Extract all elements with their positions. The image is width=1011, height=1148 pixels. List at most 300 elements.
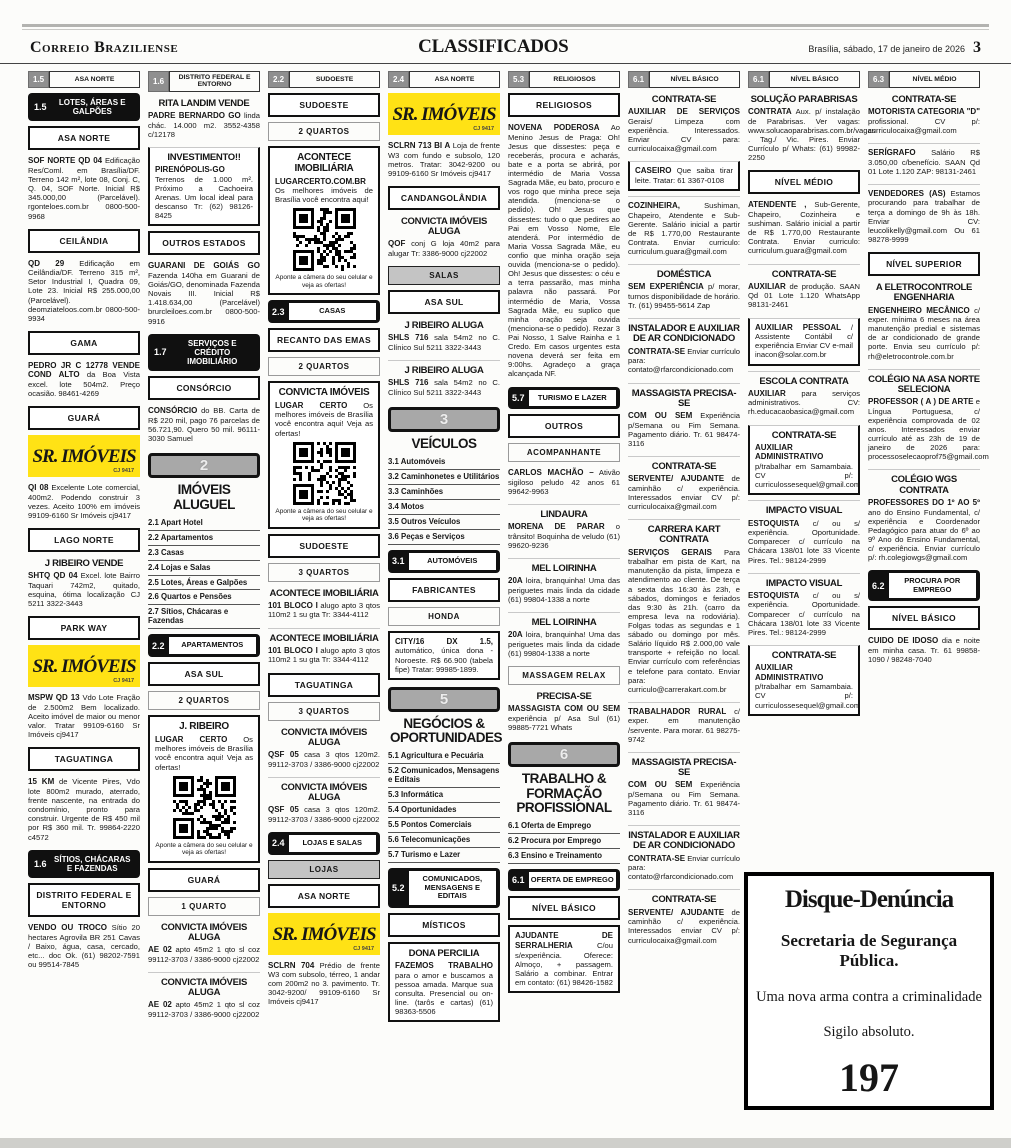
location-header: FABRICANTES [388,578,500,602]
ad-headline: INVESTIMENTO!! [167,152,241,163]
location-header: GAMA [28,331,140,355]
ad-headline: MASSAGISTA PRECISA-SE [631,756,737,778]
paper-title: Correio Braziliense [30,39,179,56]
ad-lead: AUXILIAR PESSOAL [755,322,841,332]
ad-lead: LUGAR CERTO [275,400,348,410]
ad-headline: J RIBEIRO ALUGA [404,320,484,332]
dateline: Brasília, sábado, 17 de janeiro de 2026 [808,44,965,54]
location-header: ASA NORTE [268,884,380,908]
ad-lead: 20A [508,576,523,586]
category-number: 5.2 [392,882,405,893]
tab-label: DISTRITO FEDERAL E ENTORNO [169,71,260,92]
section-index-item: 5.4 Oportunidades [388,803,500,818]
ad-headline: CONTRATA-SE [891,94,957,105]
ad-lead: LUGARCERTO.COM.BR [275,176,366,186]
classified-ad [628,825,740,884]
ad-lead: CITY/16 DX 1.5, [395,636,493,646]
ad-headline: SOLUÇÃO PARABRISAS [750,94,858,105]
section-index-item: 6.2 Procura por Emprego [508,834,620,849]
location-header: NÍVEL BÁSICO [868,606,980,630]
ad-lead: LUGAR CERTO [155,734,228,744]
column-7 [748,71,876,716]
category-label: LOJAS E SALAS [289,835,376,852]
ad-headline: J. RIBEIRO [179,720,229,732]
classified-ad [268,628,380,668]
category-number: 2.3 [272,306,285,317]
ad-text: SHLS 716 sala 54m2 no C. Clínico Sul 5211 3322-3443 [388,333,501,352]
section-index-item: 2.5 Lotes, Áreas e Galpões [148,576,260,591]
location-header: GUARÁ [148,868,260,892]
subcategory-header: 3 QUARTOS [268,702,380,721]
tab-label: RELIGIOSOS [529,71,620,88]
ad-text: ESTOQUISTA c/ ou s/ experiência. Oportunidade. Comparecer c/ currículo na Chácara 138/01 lote 33 Vicente Pires. Tel.: 98124-2999 [748,518,860,565]
classified-ad [748,500,860,567]
ad-text: SERVIÇOS GERAIS Para trabalhar em pista de Kart, na manutenção da pista, limpeza e atendimento ao cliente. De terça a sexta das 16:30 às 23h, e sábados, domingos e feriados das 9:30 às 21h. (carro da empresa leva na rodoviária). Folgas todas as segundas e 1 sábado ou domingo por mês. Salário líquido R$ 2.000,00 vale transporte + refeição no local. Enviar currículo com referências e telefone para contato. Enviar para: curriculo@carrerakart.com.br [628,547,740,694]
ad-headline: IMPACTO VISUAL [765,577,843,589]
category-bar [508,387,620,410]
section-index-item: 2.7 Sítios, Chácaras e Fazendas [148,605,260,629]
ad-text: SHLS 716 sala 54m2 no C. Clínico Sul 5211 3322-3443 [388,378,501,397]
ad-text: AUXILIAR ADMINISTRATIVO p/trabalhar em Samambaia. CV p/: curriculossesequel@gmail.com [755,442,861,490]
classified-ad [508,467,620,499]
ad-text: PEDRO JR C 12778 VENDE COND ALTO da Boa Vista excel. lote 504m2. Preço ocasião. 98461-4269 [28,360,140,399]
ad-lead: VENDEDORES (AS) [868,188,946,198]
location-header: NÍVEL BÁSICO [508,896,620,920]
ad-text: MORENA DE PARAR o trânsito! Boquinha de veludo (61) 99620-9236 [508,522,620,550]
ad-headline: CONVICTA IMÓVEIS [278,386,370,398]
ad-text: AE 02 apto 45m2 1 qto sl coz 99112-3703 / 3386-9000 cj22002 [148,1000,261,1019]
category-label: APARTAMENTOS [169,637,256,654]
location-header: NÍVEL SUPERIOR [868,252,980,276]
category-label: TURISMO E LAZER [529,390,616,407]
ad-lead: SHLS 716 [388,378,429,388]
classified-ad [628,318,740,377]
section-header [508,740,620,864]
category-label: SÍTIOS, CHÁCARAS E FAZENDAS [54,854,131,873]
classified-ad [628,196,740,259]
ad-headline: CONVICTA IMÓVEIS ALUGA [161,921,247,943]
classified-ad [28,692,140,742]
subcategory-header-gray: LOJAS [268,860,380,879]
section-index-item: 5.2 Comunicados, Mensagens e Editais [388,764,500,788]
category-bar [388,550,500,573]
section-number: 3 [388,407,500,432]
qr-code [293,208,356,271]
classified-ad [748,264,860,313]
ad-text: TRABALHADOR RURAL c/ exper. em manutenção /servente. Para morar. 61 98275-9742 [628,706,740,744]
classified-ad [508,690,620,735]
section-index-item: 6.1 Oferta de Emprego [508,819,620,834]
category-bar [508,869,620,892]
ad-lead: AE 02 [148,1000,172,1010]
ad-lead: MOTORISTA CATEGORIA "D" [868,107,980,117]
category-number: 1.6 [34,858,47,869]
section-index [388,749,500,863]
ad-text: QSF 05 casa 3 qtos 120m2. 99112-3703 / 3386-9000 cj22002 [268,805,380,824]
ad-headline: CONVICTA IMÓVEIS ALUGA [281,726,367,748]
ad-lead: COZINHEIRA, [628,200,680,210]
section-number: 2 [148,453,260,478]
ad-lead: AUXILIAR [748,281,786,291]
subcategory-header-gray: SALAS [388,266,500,285]
ad-lead: PIRENÓPOLIS-GO [155,165,225,175]
ad-headline: CONTRATA-SE [771,649,837,661]
location-header: NÍVEL MÉDIO [748,170,860,194]
classified-ad [148,260,260,328]
qr-code [293,442,356,505]
ad-text: PROFESSOR ( A ) DE ARTE e Língua Portuguesa, c/ experiência comprovada de 02 anos. Interessados enviar currículo até as 23h de 19 de janeiro de 2026 para: processoselecaoprof75@gmail.com [868,397,989,462]
qr-classified-ad [148,715,260,863]
classified-ad [508,504,620,553]
category-label: AUTOMÓVEIS [409,553,496,570]
category-tab [28,71,140,88]
classified-ad [628,383,740,451]
bottom-scan-edge [0,1138,1011,1148]
ad-lead: SHLS 716 [388,333,429,343]
ad-lead: AUXILIAR [748,388,786,398]
ad-text: 20A loira, branquinha! Uma das periguetes mais linda da cidade (61) 99804-1338 a norte [508,630,620,659]
ad-headline: CONTRATA-SE [771,429,837,441]
classified-ad [28,155,140,223]
ad-text: SOF NORTE QD 04 Edificação Res/Coml. em Brasília/DF. Terreno 142 m², lote 08, Conj. C, Q. 04, SOF Norte. Inicial R$ 345.000,00 (Parcelável). rgonteloes.com.br 0800-500-9968 [28,156,140,221]
category-tab [388,71,500,88]
ad-lead: 101 BLOCO I [268,600,318,610]
classified-ad [28,922,140,972]
classified-ad [508,558,620,607]
ad-text: PROFESSORES DO 1º AO 5º ano do Ensino Fundamental, c/ experiência e Coordenador Pedagógico para atuar do 6º ao 9º Ano do Ensino Fundamental, c/ experiência. Enviar currículo p/: rh.colegiowgs@gmail.com [868,497,980,563]
ad-lead: AUXILIAR ADMINISTRATIVO [755,663,824,682]
category-bar [268,300,380,323]
classified-ad [868,469,980,565]
ad-lead: SHTQ QD 04 [28,571,78,581]
boxed-classified-ad [508,925,620,993]
ad-lead: CONTRATA-SE [628,853,686,863]
tab-label: NÍVEL MÉDIO [889,71,980,88]
ad-lead: SCLRN 713 Bl A [388,141,451,150]
column-2 [148,71,260,1022]
subcategory-header: MASSAGEM RELAX [508,666,620,685]
ad-lead: MASSAGISTA COM OU SEM [508,704,620,714]
ad-text: 101 BLOCO I alugo apto 3 qtos 110m2 1 su gta Tr: 3344-4112 [268,600,380,620]
section-number: 5 [388,687,500,712]
section-header [388,685,503,863]
top-rule-thin [22,29,989,30]
ad-text: SERÍGRAFO Salário R$ 3.050,00 c/benefício. SAAN Qd 01 Lote 1.120 ZAP: 98131-2461 [868,148,980,176]
classified-ad [868,281,980,364]
ad-text: AUXILIAR ADMINISTRATIVO p/trabalhar em Samambaia. CV p/: curriculossesequel@gmail.com [755,663,861,710]
tab-number: 6.1 [748,71,769,88]
ad-lead: SCLRN 704 [268,960,315,970]
banner-line2: Sigilo absoluto. [823,1024,915,1041]
classified-ad [628,702,740,747]
subcategory-header: HONDA [388,607,500,626]
ad-text: QSF 05 casa 3 qtos 120m2. 99112-3703 / 3386-9000 cj22002 [268,750,380,769]
ad-headline: CONVICTA IMÓVEIS ALUGA [161,976,247,999]
classified-ad [628,93,740,156]
ad-lead: ENGENHEIRO MECÂNICO [868,305,970,315]
category-label: COMUNICADOS, MENSAGENS E EDITAIS [409,871,496,905]
ad-headline: PRECISA-SE [536,691,592,703]
subcategory-header: ACOMPANHANTE [508,443,620,462]
ad-lead: COM OU SEM [628,780,693,790]
tab-number: 6.1 [628,71,649,88]
masthead [0,0,1011,64]
tab-label: NÍVEL BÁSICO [769,71,860,88]
ad-lead: SERVENTE/ AJUDANTE [628,474,725,484]
qr-classified-ad [268,146,380,295]
category-number: 2.2 [152,640,165,651]
category-tab [148,71,260,92]
brand-name: SR. IMÓVEIS [32,656,136,678]
category-bar [28,93,140,121]
ad-headline: MEL LOIRINHA [531,563,597,575]
ad-lead: QI 08 [28,483,49,493]
ad-lead: CONTRATA [748,107,792,117]
classified-ad [28,258,140,326]
section-index-item: 5.5 Pontos Comerciais [388,818,500,833]
ad-text: ESTOQUISTA c/ ou s/ experiência. Oportunidade. Comparecer c/ currículo na Chácara 138/01 lote 33 Vicente Pires. Tel.: 98124-2999 [748,590,860,637]
page-number: 3 [973,39,981,56]
classified-ad [148,921,260,967]
ad-lead: SOF NORTE QD 04 [28,156,103,166]
category-bar [148,634,260,657]
ad-lead: 20A [508,630,523,640]
brand-name: SR. IMÓVEIS [272,923,376,945]
ad-lead: NOVENA PODEROSA [508,123,600,132]
brand-license: CJ 9417 [353,945,374,952]
section-index-item: 3.5 Outros Veículos [388,515,500,530]
classified-ad [148,97,260,142]
location-header: CEILÂNDIA [28,229,140,253]
classified-ad [868,369,989,465]
ad-lead: ATENDENTE , [748,200,807,210]
ad-text: CONSÓRCIO do BB. Carta de R$ 220 mil, pago 76 parcelas de 56.721,90. Quero 50 mil. 96111-3030 Samuel [148,406,260,444]
category-number: 3.1 [392,556,405,567]
ad-text: SHTQ QD 04 Excel. lote Bairro Taquari 742m2, quitado, esquina, ótima localização CJ 5211 3322-3443 [28,571,140,609]
ad-text: NOVENA PODEROSA Ao Menino Jesus de Praga: Oh! Jesus que dissestes: peça e receberás, procura e acharás, bate e a porta se abrirá, por intermédio de Maria Vossa Sagrada Mãe, eu bato, procuro e vos rogo que minha prece seja atendida. (menciona-se o pedido). Oh! Jesus que dissestes: tudo o que pedires ao Pai em Vosso Nome, Ele atenderá. Por intermédio de Maria Vossa Sagrada Mãe, eu confio que minha oração seja ouvida (menciona-se o pedido). Oh! Jesus que dissestes: o céu e a terra passarão, mas minha palavra não passará. Por intermédio de Maria, Vossa Sagrada Mãe, eu suplico que minha oração seja ouvida (menciona-se o pedido). Rezar 3 Pai Nosso, 1 Salve Rainha e 1 Credo. Em casos urgentes esta novena deverá ser feita em 9:00hs. Agradeço a graça alcançada NF. [508,123,621,379]
classified-ad [868,184,980,247]
category-tab [868,71,980,88]
tab-label: NÍVEL BÁSICO [649,71,740,88]
section-index-item: 2.2 Apartamentos [148,531,260,546]
location-header: ASA SUL [388,290,500,314]
category-number: 6.1 [512,875,525,886]
section-title: VEÍCULOS [411,436,477,452]
ad-lead: AUXILIAR ADMINISTRATIVO [755,442,824,462]
classified-ad [508,612,620,661]
classified-ad [628,752,740,820]
classified-ad [748,573,860,640]
section-number: 6 [508,742,620,767]
section-index-item: 5.1 Agricultura e Pecuária [388,749,500,764]
section-index-item: 6.3 Ensino e Treinamento [508,849,620,864]
section-index-item: 5.3 Informática [388,788,500,803]
ad-headline: CONTRATA-SE [771,268,837,280]
location-header: RELIGIOSOS [508,93,620,117]
location-header: GUARÁ [28,406,140,430]
location-header: TAGUATINGA [28,747,140,771]
location-header: CANDANGOLÂNDIA [388,186,500,210]
location-header: RECANTO DAS EMAS [268,328,380,352]
qr-caption: Aponte a câmera do seu celular e veja as ofertas! [275,274,373,289]
ad-text: COM OU SEM Experiência p/Semana ou Fim Semana. Pagamento diário. Tr. 61 98474-3116 [628,411,740,448]
subcategory-header: 1 QUARTO [148,897,260,916]
page-title: CLASSIFICADOS [418,36,569,57]
category-number: 2.4 [272,838,285,849]
brand-license: CJ 9417 [113,468,134,475]
ad-text: MSPW QD 13 Vdo Lote Fração de 2.500m2 Bem localizado. Aceito imóvel de maior ou menor valor. Tratar 99109-6160 Sr Imóveis cj9417 [28,693,140,740]
banner-phone-number: 197 [839,1054,899,1100]
location-header: CONSÓRCIO [148,376,260,400]
section-index-item: 5.6 Telecomunicações [388,833,500,848]
ad-text: QI 08 Excelente Lote comercial, 400m2. Podendo construir 3 vezes. Aceito 100% em imóveis 99109-6160 Sr Imóveis cj9417 [28,483,140,521]
ad-text: CASEIRO Que saiba tirar leite. Tratar: 61 3367-0108 [635,166,733,185]
ad-text: AUXILIAR PESSOAL / Assistente Contábil c/ experiência Enviar CV e-mail inacon@solar.com.br [755,322,853,360]
ad-text: SCLRN 713 Bl A Loja de frente W3 com fundo e subsolo, 120 metros. Tratar: 3042-9200 ou 99109-6160 Sr Imóveis cj9417 [388,141,500,178]
section-index-item: 2.1 Apart Hotel [148,516,260,531]
ad-text: PIRENÓPOLIS-GO Terrenos de 1.000 m². Próximo a Cachoeira Arenas. Um local ideal para descanso Tr: (62) 98126-8425 [155,165,253,221]
ad-lead: MSPW QD 13 [28,693,80,703]
classified-ad [628,889,740,947]
ad-lead: CUIDO DE IDOSO [868,636,939,646]
classified-ad [388,360,500,400]
qr-classified-ad [268,381,380,529]
section-index-item: 2.6 Quartos e Pensões [148,590,260,605]
ad-headline: COLÉGIO WGS CONTRATA [891,474,957,496]
ad-lead: AE 02 [148,945,172,955]
ad-text: ATENDENTE , Sub-Gerente, Chapeiro, Cozinheira e sushiman. Salário inicial a partir de R$ 1.770,00 Restaurante Contrata. Enviar curriculo: curriculum.guara@gmail.com [748,200,860,256]
classified-ad [28,776,140,844]
ad-lead: GUARANI DE GOIÁS GO [148,261,260,271]
classified-ad [28,360,140,401]
ad-lead: SEM EXPERIÊNCIA [628,282,704,292]
category-bar [268,832,380,855]
location-header: OUTROS ESTADOS [148,231,260,255]
ad-lead: MORENA DE PARAR [508,522,605,532]
ad-headline: CONTRATA-SE [651,94,717,105]
ad-lead: PEDRO JR C 12778 VENDE COND ALTO [28,360,140,380]
ad-lead: CONSÓRCIO [148,406,198,416]
section-index [388,455,500,545]
ad-headline: CONTRATA-SE [651,894,717,906]
location-header: OUTROS [508,414,620,438]
section-header [388,405,500,545]
section-index-item: 3.2 Caminhonetes e Utilitários [388,470,500,485]
category-bar [28,850,140,878]
banner-subtitle: Secretaria de Segurança Pública. [780,930,958,971]
brand-license: CJ 9417 [113,678,134,685]
ad-lead: PROFESSORES DO 1º AO 5º [868,497,980,507]
classified-ad [28,482,140,523]
banner-title: Disque-Denúncia [784,886,954,913]
ad-headline: DONA PERCILIA [408,947,480,959]
ad-text: AUXILIAR para serviços administrativos. CV: rh.educacaobasica@gmail.com [748,388,860,417]
subcategory-header: 2 QUARTOS [268,357,380,376]
column-4 [388,71,503,1022]
classified-ad [268,777,380,827]
ad-lead: ESTOQUISTA [748,590,800,600]
ad-headline: INSTALADOR E AUXILIAR DE AR CONDICIONADO [628,323,740,345]
ad-headline: MASSAGISTA PRECISA-SE [631,387,737,409]
classified-ad [268,587,380,623]
tab-label: SUDOESTE [289,71,380,88]
ad-text: ENGENHEIRO MECÂNICO c/ exper. mínima 6 meses na área manutenção predial e sistemas de ar condicionado de grande porte. Envia seu currículo p/: rh@eletrocontrole.com.br [868,305,980,361]
category-label: OFERTA DE EMPREGO [529,872,616,889]
ad-text: QD 29 Edificação em Ceilândia/DF. Terreno 315 m², Setor Industrial I, Quadra 09, Lote 23. Inicial R$ 255.000,00 (Parcelável). deomziateloos.com.br 0800-500-9934 [28,258,141,323]
ad-lead: PROFESSOR ( A ) DE ARTE [868,397,974,407]
tab-number: 2.2 [268,71,289,88]
category-number: 5.7 [512,392,525,403]
boxed-classified-ad [748,425,860,496]
dateline-group [808,39,981,57]
ad-headline: ACONTECE IMOBILIÁRIA [269,632,379,644]
brand-ad-sr-imoveis [28,435,140,477]
section-title: NEGÓCIOS & OPORTUNIDADES [390,715,503,746]
ad-lead: QSF 05 [268,750,299,760]
location-header: TAGUATINGA [268,673,380,697]
category-label: CASAS [289,303,376,320]
ad-lead: CARLOS MACHÃO – [508,468,594,478]
column-3 [268,71,380,1010]
ad-text: AE 02 apto 45m2 1 qto sl coz 99112-3703 / 3386-9000 cj22002 [148,945,261,964]
ad-text: VENDEDORES (AS) Estamos procurando para trabalhar de terça a domingo de 9h às 18h. Enviar CV: leucolikelly@gmail.com Ou 61 98278-9999 [868,188,980,244]
ad-headline: J RIBEIRO ALUGA [404,365,484,377]
subcategory-header: 3 QUARTOS [268,563,380,582]
section-header [148,451,260,629]
category-label: SERVIÇOS E CRÉDITO IMOBILIÁRIO [187,338,238,367]
subcategory-header: 2 QUARTOS [268,122,380,141]
category-bar [388,868,500,908]
ad-lead: AJUDANTE DE SERRALHERIA [515,931,613,951]
ad-text: CONTRATA-SE Enviar currículo para: contato@rfarcondicionado.com [628,346,740,375]
subcategory-header: 2 QUARTOS [148,691,260,710]
classified-ad [388,140,500,181]
ad-headline: RITA LANDIM VENDE [158,97,250,109]
classified-ad [628,519,740,697]
category-tab [508,71,620,88]
ad-text: SCLRN 704 Prédio de frente W3 com subsolo, térreo, 1 andar com 200m2 no 3. pavimento. Tr. 3042-9200/ 99109-6160 Sr Imóveis cj9417 [268,960,380,1007]
ad-text: AUXILIAR de produção. SAAN Qd 01 Lote 1.120 WhatsApp 98131-2461 [748,281,860,310]
ad-text: MASSAGISTA COM OU SEM experiência p/ Asa Sul (61) 99885-7721 Whats [508,704,620,733]
ad-lead: 101 BLOCO I [268,645,318,655]
ad-lead: AUXILIAR DE SERVIÇOS [628,107,740,117]
brand-ad-sr-imoveis [388,93,500,135]
boxed-classified-ad [748,645,860,716]
location-header: LAGO NORTE [28,528,140,552]
ad-lead: SERVENTE/ AJUDANTE [628,907,725,917]
ad-text: CUIDO DE IDOSO dia e noite em minha casa. Tr. 61 99858-1090 / 98248-7040 [868,636,981,665]
section-index-item: 3.4 Motos [388,500,500,515]
ad-headline: A ELETROCONTROLE ENGENHARIA [875,282,973,304]
ad-lead: TRABALHADOR RURAL [628,706,727,716]
ad-lead: SERÍGRAFO [868,148,916,158]
classified-ad [148,405,260,446]
ad-text: SEM EXPERIÊNCIA p/ morar, turnos disponibilidade de horário. Tr. (61) 99455-5614 Zap [628,282,740,311]
ad-text: SERVENTE/ AJUDANTE de caminhão c/ experiência. Interessados enviar CV p/: curriculocaixa@gmail.com [628,474,740,511]
ad-headline: CARRERA KART CONTRATA [647,524,721,546]
boxed-classified-ad [628,161,740,191]
ad-lead: CONTRATA-SE [628,346,686,356]
section-index-item: 3.1 Automóveis [388,455,500,470]
ad-text: AJUDANTE DE SERRALHERIA C/ou s/experiência. Oferece: Almoço, + passagem. Salário a combinar. Entrar em contato: (61) 98426-1582 [515,931,613,987]
category-tab [748,71,860,88]
classified-ad [748,371,860,420]
ad-lead: PADRE BERNARDO GO [148,111,241,121]
ad-lead: QD 29 [28,258,65,268]
boxed-classified-ad [748,318,860,366]
qr-caption: Aponte a câmera do seu celular e veja as ofertas! [275,507,373,523]
section-index [508,819,620,864]
